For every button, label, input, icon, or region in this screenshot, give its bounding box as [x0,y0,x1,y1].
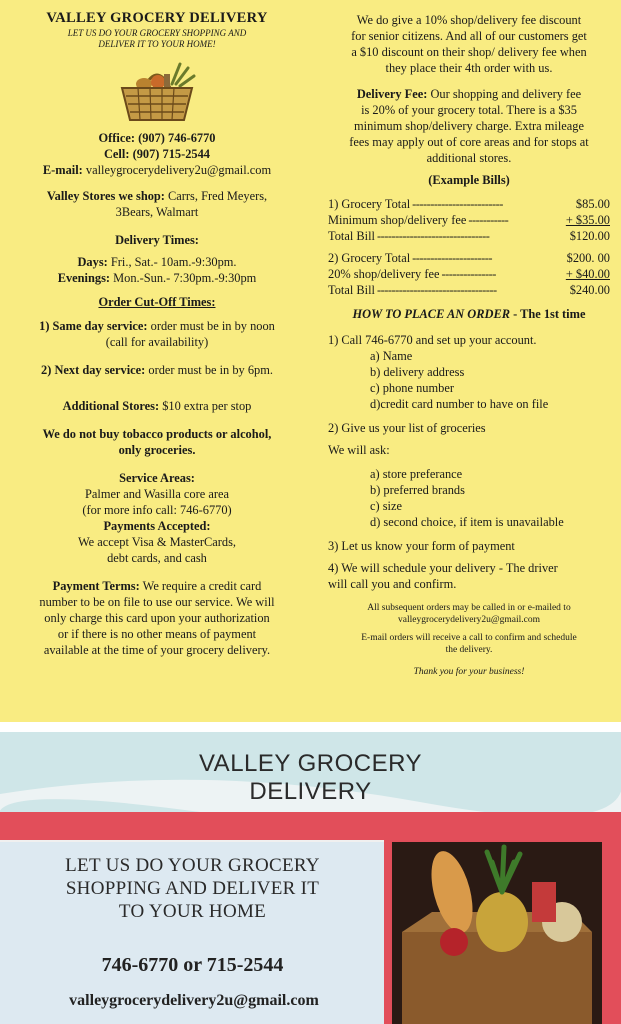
same-day-service [12,318,302,334]
office-phone: (907) 746-6770 [138,131,216,145]
card-slogan-line: SHOPPING AND DELIVER IT [65,878,320,899]
same-day-note: (call for availability) [105,335,209,349]
bill-row-leader: --------------- [441,267,496,281]
bill-row-leader: ----------- [468,213,509,227]
discount-line: they place their 4th order with us. [385,61,553,75]
evenings-label: Evenings: [57,271,111,285]
flyer-left-column [12,10,302,658]
next-day-service [12,362,302,378]
step-1: 1) Call 746-6770 and set up your account. [328,333,537,347]
payments-line: debt cards, and cash [107,551,207,565]
bill-row-amount: $200. 00 [566,251,610,265]
cell-phone: (907) 715-2544 [132,147,210,161]
service-areas-heading: Service Areas: [119,471,195,485]
list-item: c) size [370,499,402,513]
bill-row-amount: $85.00 [575,197,610,211]
same-day-label: 1) Same day service: [39,319,148,333]
bill-row-leader: ------------------------------- [376,229,490,243]
stores-list: Carrs, Fred Meyers, [168,189,268,203]
list-item: c) phone number [370,381,454,395]
bill-row-label: 20% shop/delivery fee [328,267,440,281]
bill-row-label: 1) Grocery Total [328,197,411,211]
delivery-days [12,254,302,270]
next-day-value: order must be in by 6pm. [148,363,273,377]
email-address: valleygrocerydelivery2u@gmail.com [85,163,272,177]
fee-line: additional stores. [426,151,512,165]
no-tobacco-notice [12,426,302,458]
card-slogan [20,854,365,923]
days-label: Days: [77,255,108,269]
payments-heading: Payments Accepted: [103,519,211,533]
same-day-value: order must be in by noon [150,319,275,333]
bill-row-label: 2) Grocery Total [328,251,411,265]
payments-line: We accept Visa & MasterCards, [77,535,237,549]
bill-row-amount: + $35.00 [565,213,610,227]
discount-paragraph [328,12,610,76]
terms-label: Payment Terms: [52,579,140,593]
bill-row [328,228,610,244]
no-tobacco-line: We do not buy tobacco products or alcohol, [42,427,272,441]
card-title [0,750,621,806]
list-item: b) preferred brands [370,483,465,497]
bill-row-label: Total Bill [328,229,375,243]
grocery-basket-icon [114,60,200,124]
discount-line: a $10 discount on their shop/ delivery fee when [351,45,587,59]
terms-line: available at the time of your grocery delivery. [43,643,271,657]
bill-row-amount: $240.00 [569,283,610,297]
stores-label: Valley Stores we shop: [46,189,165,203]
card-slogan-line: LET US DO YOUR GROCERY [65,855,320,876]
fee-line: minimum shop/delivery charge. Extra mileage [354,119,584,133]
service-area-line: Palmer and Wasilla core area [85,487,229,501]
example-bills-heading: (Example Bills) [428,173,510,187]
step-2-items [328,466,610,530]
bill-row-leader: ------------------------- [412,197,503,211]
step-3: 3) Let us know your form of payment [328,539,515,553]
subsequent-email: valleygrocerydelivery2u@gmail.com [398,615,540,625]
bill-row [328,250,610,266]
card-email: valleygrocerydelivery2u@gmail.com [69,992,319,1009]
terms-line: or if there is no other means of payment [57,627,257,641]
step-1-items [328,348,610,412]
bill-row-label: Minimum shop/delivery fee [328,213,467,227]
card-phone-numbers: 746-6770 or 715-2544 [101,954,284,976]
email-orders-note [328,632,610,656]
cutoff-heading: Order Cut-Off Times: [98,295,216,309]
list-item: a) store preferance [370,467,463,481]
terms-line: only charge this card upon your authorization [44,611,270,625]
business-card [0,722,621,1024]
bill-row [328,282,610,298]
grocery-bag-photo [392,842,602,1024]
cell-label: Cell: [103,147,130,161]
no-tobacco-line: only groceries. [118,443,196,457]
terms-line: We require a credit card [142,579,262,593]
flyer-tagline-line: LET US DO YOUR GROCERY SHOPPING AND [67,28,247,38]
bill-row [328,212,610,228]
email-orders-line: E-mail orders will receive a call to confirm and schedule [361,633,577,643]
subsequent-orders-note [328,602,610,626]
email-label: E-mail: [42,163,83,177]
bill-row [328,266,610,282]
flyer-right-column [328,12,610,680]
additional-stores [12,398,302,414]
fee-line: is 20% of your grocery total. There is a $35 [361,103,577,117]
step-4-line: will call you and confirm. [328,577,457,591]
delivery-fee-paragraph [328,86,610,166]
evenings-value: Mon.-Sun.- 7:30pm.-9:30pm [113,271,257,285]
bill-row-amount: $120.00 [569,229,610,243]
flyer-tagline [12,28,302,50]
delivery-times-heading: Delivery Times: [115,233,199,247]
next-day-label: 2) Next day service: [41,363,146,377]
service-area-line: (for more info call: 746-6770) [82,503,232,517]
bill-row-leader: ---------------------- [412,251,492,265]
list-item: a) Name [370,349,413,363]
cell-phone-line [12,146,302,162]
list-item: d) second choice, if item is unavailable [370,515,564,529]
terms-line: number to be on file to use our service. We will [39,595,275,609]
fee-label: Delivery Fee: [356,87,428,101]
additional-value: $10 extra per stop [162,399,252,413]
step-4 [328,560,610,592]
list-item: d)credit card number to have on file [370,397,549,411]
discount-line: for senior citizens. And all of our customers get [351,29,587,43]
how-to-order-title: HOW TO PLACE AN ORDER [352,307,510,321]
days-value: Fri., Sat.- 10am.-9:30pm. [110,255,237,269]
example-bill-2 [328,250,610,298]
thank-you-note: Thank you for your business! [413,667,525,677]
bill-row-leader: --------------------------------- [376,283,497,297]
stores-block [12,188,302,220]
additional-label: Additional Stores: [62,399,160,413]
step-4-line: 4) We will schedule your delivery - The driver [328,561,558,575]
example-bill-1 [328,196,610,244]
card-slogan-line: TO YOUR HOME [118,901,267,922]
step-2: 2) Give us your list of groceries [328,421,486,435]
bill-row-amount: + $40.00 [565,267,610,281]
we-will-ask: We will ask: [328,443,390,457]
how-to-order-subtitle: - The 1st time [509,307,586,321]
fee-line: Our shopping and delivery fee [430,87,582,101]
bill-row-label: Total Bill [328,283,375,297]
payment-terms [12,578,302,658]
fee-line: fees may apply out of core areas and for stops at [349,135,589,149]
card-title-line: VALLEY GROCERY [198,750,423,777]
subsequent-line: All subsequent orders may be called in or e-mailed to [367,603,571,613]
discount-line: We do give a 10% shop/delivery fee discount [356,13,582,27]
email-orders-line: the delivery. [445,645,493,655]
flyer-brand-title: VALLEY GROCERY DELIVERY [46,10,268,26]
delivery-evenings [12,270,302,286]
list-item: b) delivery address [370,365,465,379]
office-phone-line [12,130,302,146]
email-line [12,162,302,178]
flyer-tagline-line: DELIVER IT TO YOUR HOME! [98,39,216,49]
office-label: Office: [98,131,135,145]
bill-row [328,196,610,212]
card-title-line: DELIVERY [249,778,372,805]
how-to-order-heading [328,306,610,322]
stores-list-2: 3Bears, Walmart [115,205,199,219]
